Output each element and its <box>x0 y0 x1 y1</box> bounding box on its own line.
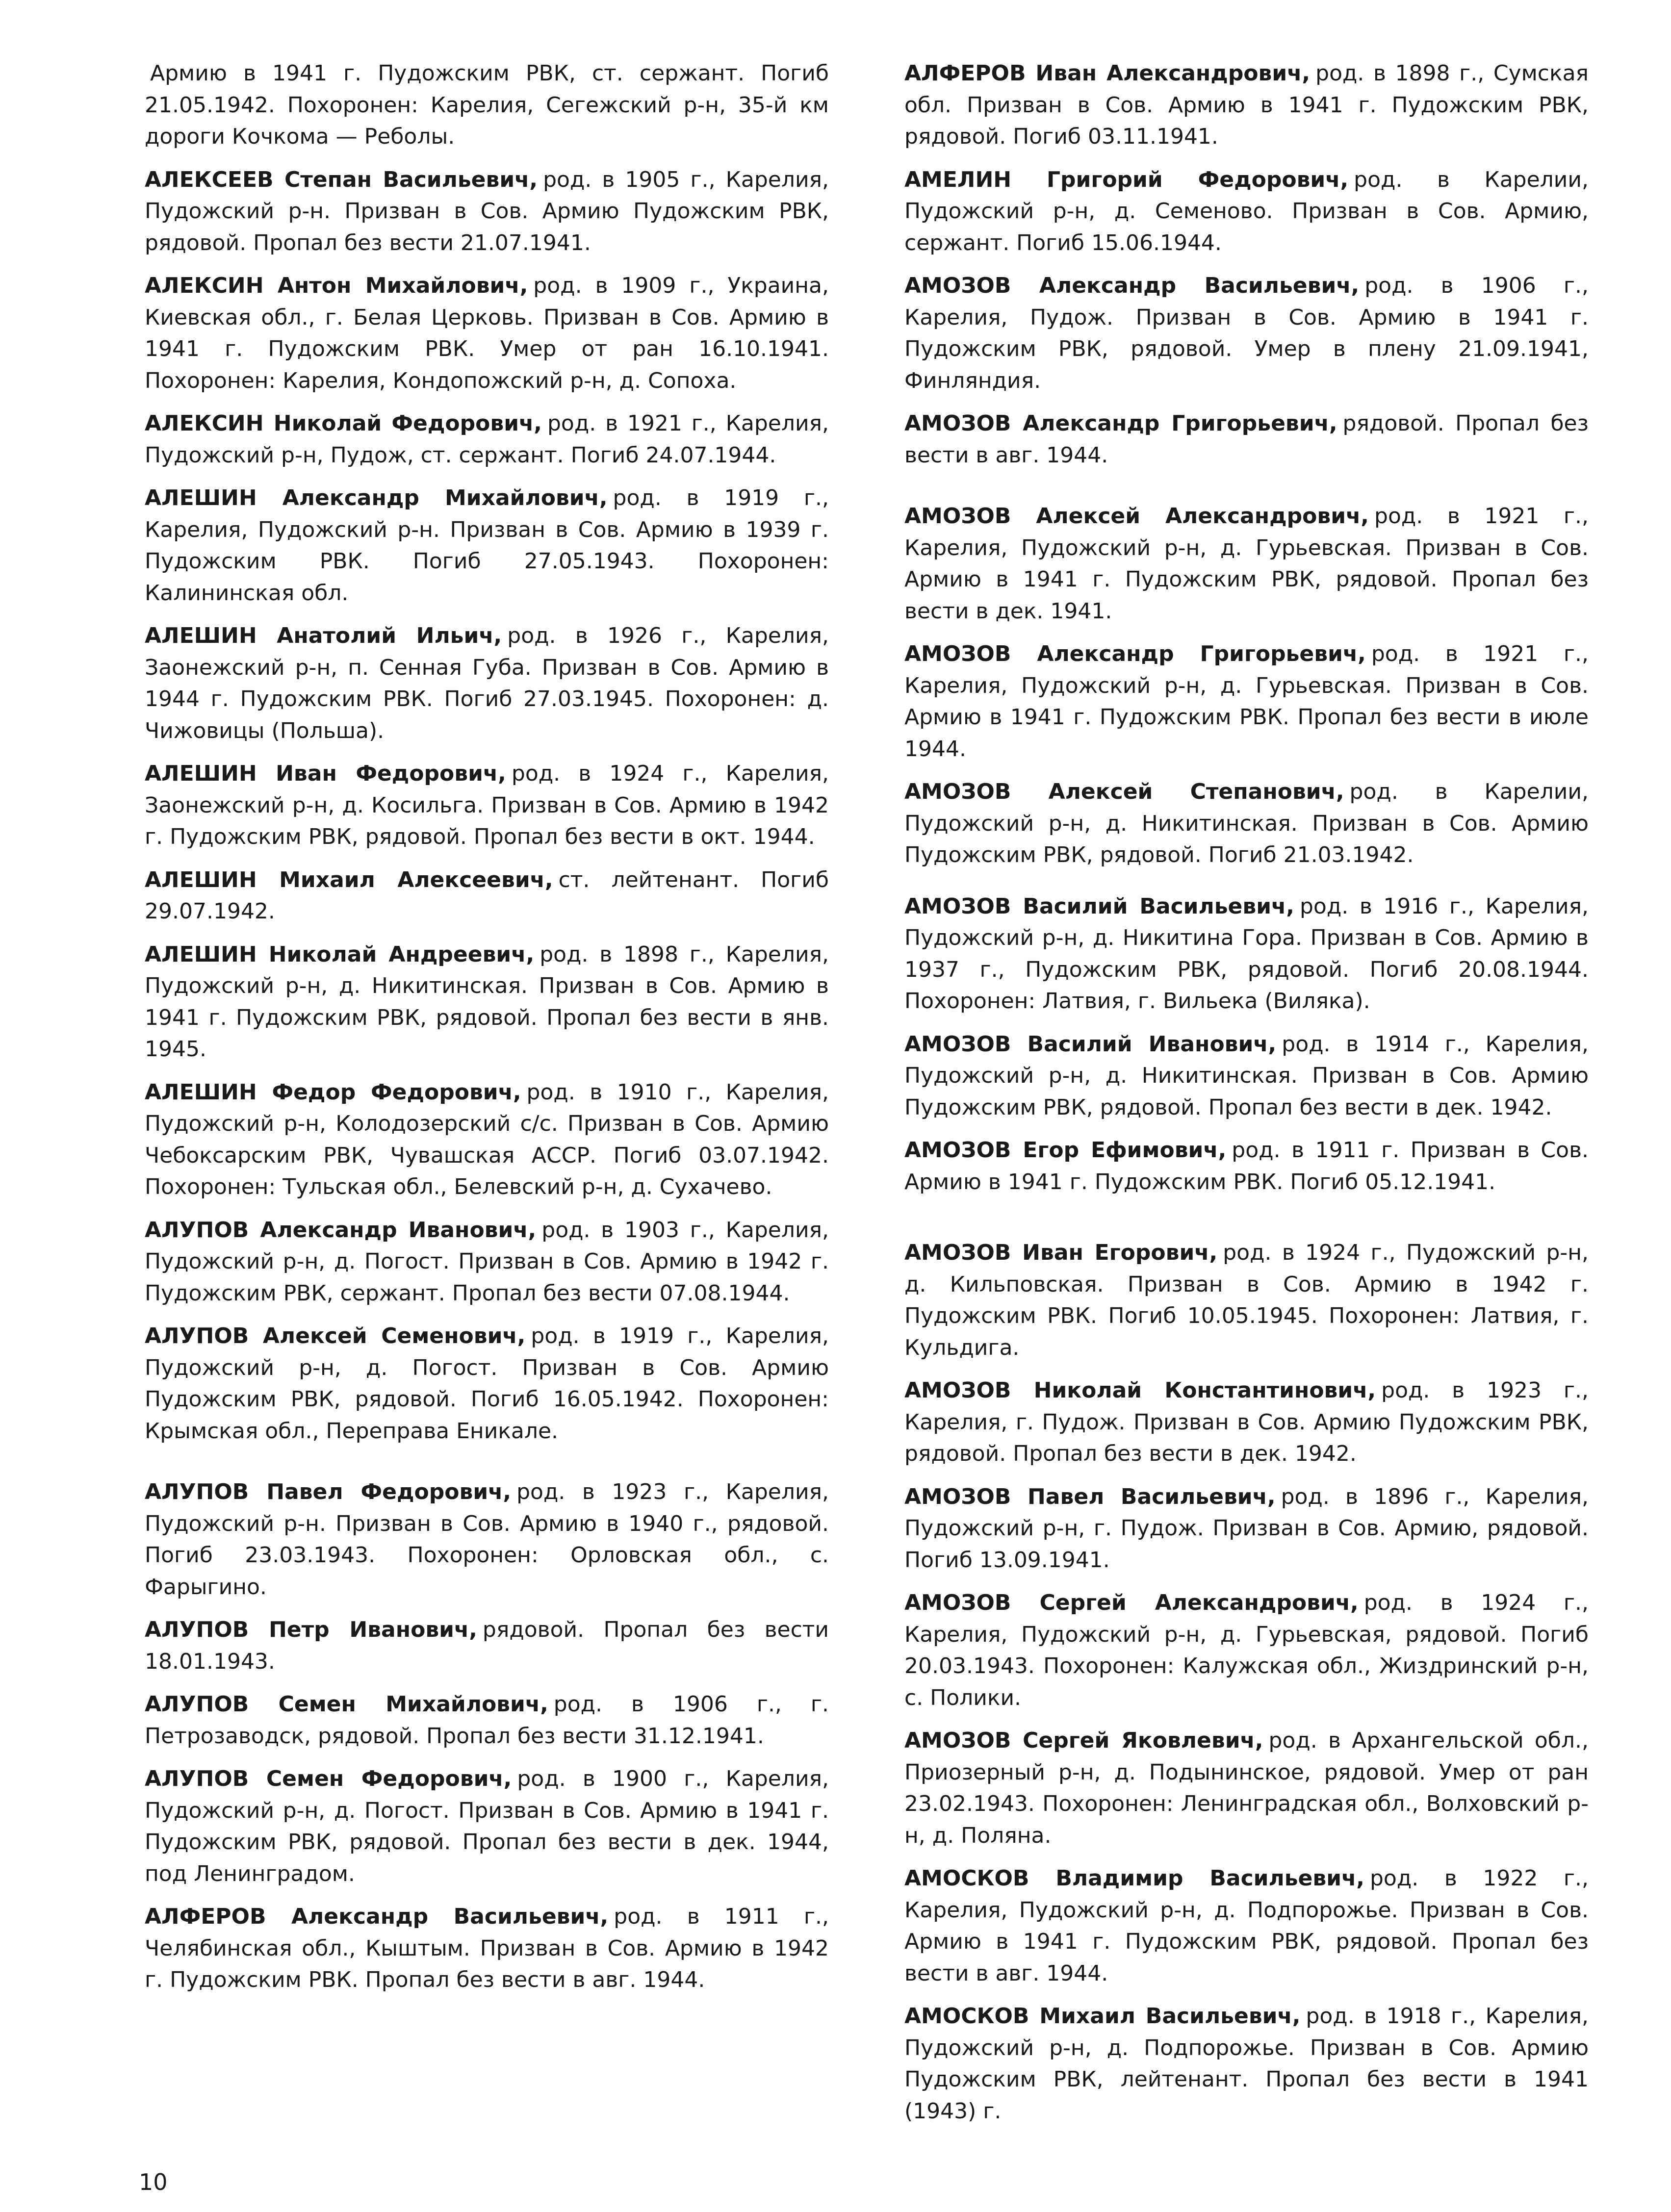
entry-text: род. в 1922 г., Карелия, Пудожский р-н, д. Подпорожье. Призван в Сов. Армию в 1941 г. Пудожским РВК, рядовой. Пропал без вести в авг. 1944. <box>904 1866 1589 1986</box>
entry-text: род. в Карелии, Пудожский р-н, д. Никитинская. Призван в Сов. Армию Пудожским РВК, рядовой. Погиб 21.03.1942. <box>904 779 1589 867</box>
left-column <box>145 58 829 1996</box>
entry <box>145 1215 829 1310</box>
entry-text: ст. лейтенант. Погиб 29.07.1942. <box>145 867 829 924</box>
entry <box>145 758 829 853</box>
entry-name: АМОСКОВ Владимир Васильевич, <box>904 1866 1364 1891</box>
entry-name: АМОЗОВ Сергей Александрович, <box>904 1590 1359 1615</box>
entry-name: АЛЕШИН Александр Михайлович, <box>145 485 608 510</box>
entry-text: род. в 1923 г., Карелия, г. Пудож. Призван в Сов. Армию Пудожским РВК, рядовой. Пропал без вести в дек. 1942. <box>904 1378 1589 1466</box>
entry-name: АМОЗОВ Василий Васильевич, <box>904 893 1294 919</box>
entry <box>145 939 829 1066</box>
entry-name: АЛЕКСИН Антон Михайлович, <box>145 273 528 298</box>
entry-text: род. в 1919 г., Карелия, Пудожский р-н. Призван в Сов. Армию в 1939 г. Пудожским РВК. Погиб 27.05.1943. Похоронен: Калининская обл. <box>145 485 829 606</box>
entry <box>904 776 1589 871</box>
entry-name: АМОЗОВ Александр Васильевич, <box>904 273 1360 298</box>
entry <box>904 408 1589 471</box>
entry-text: род. в 1921 г., Карелия, Пудожский р-н, д. Гурьевская. Призван в Сов. Армию в 1941 г. Пудожским РВК, рядовой. Пропал без вести в дек. 1941. <box>904 504 1589 624</box>
entry-text: род. в 1919 г., Карелия, Пудожский р-н, д. Погост. Призван в Сов. Армию Пудожским РВК, рядовой. Погиб 16.05.1942. Похоронен: Крымская обл., Переправа Еникале. <box>145 1323 829 1444</box>
entry-text: род. в 1909 г., Украина, Киевская обл., г. Белая Церковь. Призван в Сов. Армию в 1941 г. Пудожским РВК. Умер от ран 16.10.1941. Похоронен: Карелия, Кондопожский р-н, д. Сопоха. <box>145 273 829 393</box>
entry-text: род. в 1905 г., Карелия, Пудожский р-н. Призван в Сов. Армию Пудожским РВК, рядовой. Пропал без вести 21.07.1941. <box>145 167 829 255</box>
entry-text: род. в Карелии, Пудожский р-н, д. Семеново. Призван в Сов. Армию, сержант. Погиб 15.06.1944. <box>904 167 1589 255</box>
entry-name: АМОЗОВ Николай Константинович, <box>904 1378 1376 1403</box>
entry-text: род. в 1921 г., Карелия, Пудожский р-н, Пудож, ст. сержант. Погиб 24.07.1944. <box>145 411 829 468</box>
entry-name: АМОЗОВ Василий Иванович, <box>904 1031 1277 1057</box>
entry-name: АЛЕКСИН Николай Федорович, <box>145 411 542 436</box>
entry <box>904 270 1589 397</box>
entry-text: род. в 1914 г., Карелия, Пудожский р-н, д. Никитинская. Призван в Сов. Армию Пудожским РВК, рядовой. Пропал без вести в дек. 1942. <box>904 1031 1589 1120</box>
entry <box>145 270 829 397</box>
entry-name: АЛУПОВ Павел Федорович, <box>145 1479 512 1504</box>
entry-text: род. в 1923 г., Карелия, Пудожский р-н. Призван в Сов. Армию в 1940 г., рядовой. Погиб 23.03.1943. Похоронен: Орловская обл., с. Фарыгино. <box>145 1479 829 1600</box>
entry <box>145 864 829 928</box>
entry-text: род. в 1916 г., Карелия, Пудожский р-н, д. Никитина Гора. Призван в Сов. Армию в 1937 г., Пудожским РВК, рядовой. Погиб 20.08.1944. Похоронен: Латвия, г. Вильека (Виляка). <box>904 893 1589 1014</box>
entry-continuation <box>145 58 829 153</box>
entry <box>904 164 1589 259</box>
entry <box>904 1725 1589 1852</box>
entry <box>145 408 829 471</box>
entry-text: род. в 1926 г., Карелия, Заонежский р-н, п. Сенная Губа. Призван в Сов. Армию в 1944 г. Пудожским РВК. Погиб 27.03.1945. Похоронен: д. Чижовицы (Польша). <box>145 623 829 743</box>
entry-text: род. в 1924 г., Карелия, Заонежский р-н, д. Косильга. Призван в Сов. Армию в 1942 г. Пудожским РВК, рядовой. Пропал без вести в окт. 1944. <box>145 761 829 849</box>
entry-text: род. в 1906 г., г. Петрозаводск, рядовой. Пропал без вести 31.12.1941. <box>145 1692 829 1749</box>
right-column <box>904 58 1589 2127</box>
entry-text: род. в 1903 г., Карелия, Пудожский р-н, д. Погост. Призван в Сов. Армию в 1942 г. Пудожским РВК, сержант. Пропал без вести 07.08.1944. <box>145 1217 829 1306</box>
entry-text: рядовой. Пропал без вести 18.01.1943. <box>145 1617 829 1674</box>
entry-name: АМОЗОВ Павел Васильевич, <box>904 1484 1276 1509</box>
entry-name: АЛУПОВ Семен Михайлович, <box>145 1692 548 1717</box>
entry <box>145 1614 829 1678</box>
entry <box>145 1321 829 1447</box>
page-number: 10 <box>139 2169 168 2195</box>
entry-name: АЛУПОВ Алексей Семенович, <box>145 1323 526 1348</box>
entry <box>904 638 1589 765</box>
entry-name: АЛУПОВ Александр Иванович, <box>145 1217 537 1243</box>
entry <box>145 1901 829 1996</box>
entry-text: род. в 1900 г., Карелия, Пудожский р-н, д. Погост. Призван в Сов. Армию в 1941 г. Пудожским РВК, рядовой. Пропал без вести в дек. 1944, под Ленинградом. <box>145 1766 829 1886</box>
entry <box>145 1689 829 1752</box>
entry-text: род. в 1918 г., Карелия, Пудожский р-н, д. Подпорожье. Призван в Сов. Армию Пудожским РВК, лейтенант. Пропал без вести в 1941 (1943) г. <box>904 2004 1589 2124</box>
entry <box>904 1029 1589 1124</box>
entry <box>904 1587 1589 1714</box>
entry-name: АМОЗОВ Александр Григорьевич, <box>904 411 1337 436</box>
entry <box>145 1763 829 1890</box>
entry-name: АЛЕШИН Михаил Алексеевич, <box>145 867 553 892</box>
entry-name: АЛЕШИН Николай Андреевич, <box>145 941 535 967</box>
entry-name: АМОЗОВ Алексей Степанович, <box>904 779 1344 804</box>
entry-name: АЛУПОВ Петр Иванович, <box>145 1617 477 1642</box>
entry-text: род. в Архангельской обл., Приозерный р-н, д. Подынинское, рядовой. Умер от ран 23.02.1943. Похоронен: Ленинградская обл., Волховский р-н, д. Поляна. <box>904 1728 1589 1848</box>
entry-name: АМОЗОВ Иван Егорович, <box>904 1240 1218 1265</box>
entry-name: АЛЕШИН Иван Федорович, <box>145 761 506 786</box>
entry <box>904 891 1589 1017</box>
entry-text: род. в 1898 г., Сумская обл. Призван в Сов. Армию в 1941 г. Пудожским РВК, рядовой. Погиб 03.11.1941. <box>904 61 1589 149</box>
entry-name: АЛУПОВ Семен Федорович, <box>145 1766 512 1791</box>
entry-text: рядовой. Пропал без вести в авг. 1944. <box>904 411 1589 468</box>
entry-name: АЛЕКСЕЕВ Степан Васильевич, <box>145 167 538 192</box>
entry <box>904 1375 1589 1470</box>
entry-name: АМОЗОВ Алексей Александрович, <box>904 504 1369 529</box>
entry <box>904 2001 1589 2127</box>
entry <box>145 620 829 747</box>
entry-text: род. в 1911 г., Челябинская обл., Кыштым. Призван в Сов. Армию в 1942 г. Пудожским РВК. Пропал без вести в авг. 1944. <box>145 1904 829 1992</box>
entry <box>904 58 1589 153</box>
entry-text: род. в 1924 г., Пудожский р-н, д. Кильповская. Призван в Сов. Армию в 1942 г. Пудожским РВК. Погиб 10.05.1945. Похоронен: Латвия, г. Кульдига. <box>904 1240 1589 1360</box>
entry <box>145 164 829 259</box>
entry-name: АМОСКОВ Михаил Васильевич, <box>904 2004 1301 2029</box>
entry-text: род. в 1906 г., Карелия, Пудож. Призван в Сов. Армию в 1941 г. Пудожским РВК, рядовой. Умер в плену 21.09.1941, Финляндия. <box>904 273 1589 393</box>
entry-text: Армию в 1941 г. Пудожским РВК, ст. сержант. Погиб 21.05.1942. Похоронен: Карелия, Сегежский р-н, 35-й км дороги Кочкома — Реболы. <box>145 61 829 149</box>
entry-name: АЛЕШИН Анатолий Ильич, <box>145 623 502 648</box>
entry <box>145 1476 829 1603</box>
entry-text: род. в 1896 г., Карелия, Пудожский р-н, г. Пудож. Призван в Сов. Армию, рядовой. Погиб 13.09.1941. <box>904 1484 1589 1573</box>
entry-text: род. в 1910 г., Карелия, Пудожский р-н, Колодозерский с/с. Призван в Сов. Армию Чебоксарским РВК, Чувашская АССР. Погиб 03.07.1942. Похоронен: Тульская обл., Белевский р-н, д. Сухачево. <box>145 1079 829 1199</box>
entry-name: АЛФЕРОВ Иван Александрович, <box>904 61 1311 86</box>
entry <box>904 1135 1589 1198</box>
entry-name: АМОЗОВ Александр Григорьевич, <box>904 641 1366 666</box>
entry-text: род. в 1924 г., Карелия, Пудожский р-н, д. Гурьевская, рядовой. Погиб 20.03.1943. Похоронен: Калужская обл., Жиздринский р-н, с. Полики. <box>904 1590 1589 1710</box>
entry-name: АМОЗОВ Сергей Яковлевич, <box>904 1728 1263 1753</box>
entry-name: АМЕЛИН Григорий Федорович, <box>904 167 1349 192</box>
entry-text: род. в 1911 г. Призван в Сов. Армию в 1941 г. Пудожским РВК. Погиб 05.12.1941. <box>904 1138 1589 1195</box>
entry <box>904 1863 1589 1989</box>
entry <box>145 483 829 609</box>
entry-name: АЛФЕРОВ Александр Васильевич, <box>145 1904 609 1929</box>
entry-text: род. в 1921 г., Карелия, Пудожский р-н, д. Гурьевская. Призван в Сов. Армию в 1941 г. Пудожским РВК. Пропал без вести в июле 1944. <box>904 641 1589 762</box>
entry-text: род. в 1898 г., Карелия, Пудожский р-н, д. Никитинская. Призван в Сов. Армию в 1941 г. Пудожским РВК, рядовой. Пропал без вести в янв. 1945. <box>145 941 829 1062</box>
entry-name: АЛЕШИН Федор Федорович, <box>145 1079 521 1105</box>
entry-name: АМОЗОВ Егор Ефимович, <box>904 1138 1227 1163</box>
entry <box>904 1237 1589 1364</box>
entry <box>145 1077 829 1203</box>
entry <box>904 1481 1589 1576</box>
entry <box>904 501 1589 627</box>
